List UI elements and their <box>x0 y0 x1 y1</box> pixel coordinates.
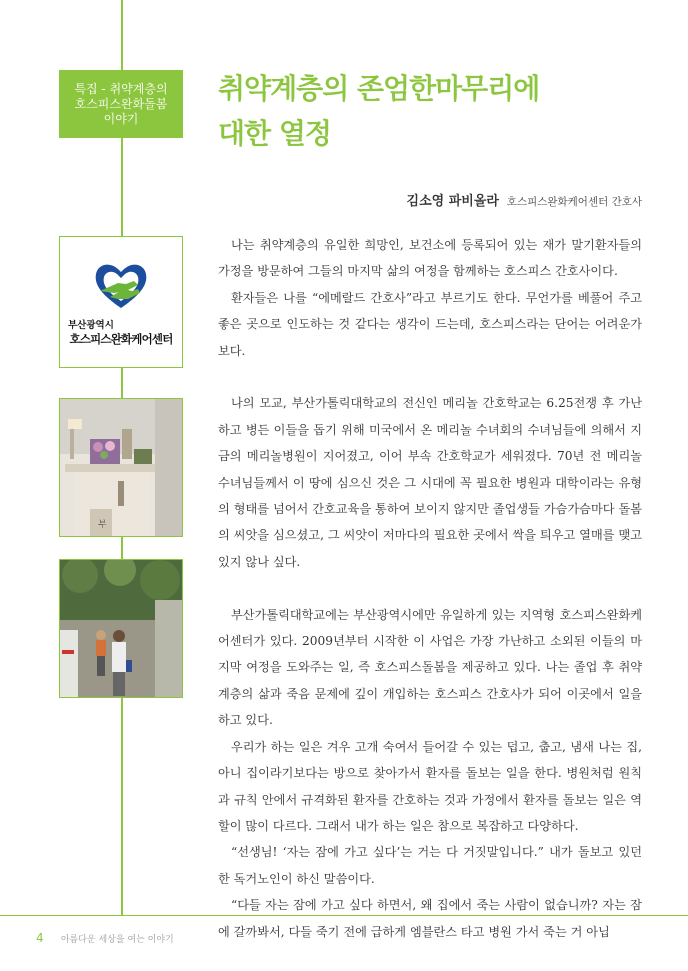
article-title <box>218 66 658 156</box>
body-paragraph: 부산가톨릭대학교에는 부산광역시에만 유일하게 있는 지역형 호스피스완화케어센터가 있다. 2009년부터 시작한 이 사업은 가장 가난하고 소외된 이들의 마지막 여정을 도와주는 일, 즉 호스피스돌봄을 제공하고 있다. 나는 졸업 후 취약계층의 삶과 죽음 문제에 깊이 개입하는 호스피스 간호사가 되어 이곳에서 일을 하고 있다. <box>218 607 642 728</box>
article-body <box>218 232 642 945</box>
home-visit-image <box>60 560 183 698</box>
body-paragraph: “선생님! ‘자는 잠에 가고 싶다’는 거는 다 거짓말입니다.” 내가 돌보고 있던 한 독거노인이 하신 말씀이다. <box>218 845 642 886</box>
section-label-line: 이야기 <box>103 111 139 126</box>
heart-hands-logo-icon <box>92 261 150 311</box>
author-name: 김소영 파비올라 <box>406 194 499 209</box>
title-line: 취약계층의 존엄한마무리에 <box>218 72 540 105</box>
svg-text:부: 부 <box>98 520 107 530</box>
home-visit-photo <box>59 559 183 698</box>
author-affiliation: 호스피스완화케어센터 간호사 <box>506 196 642 208</box>
body-paragraph: “다들 자는 잠에 가고 싶다 하면서, 왜 집에서 죽는 사람이 없습니까? 자는 잠에 갈까봐서, 다들 죽기 전에 급하게 엠블란스 타고 병원 가서 죽는 거 아닙 <box>218 898 642 939</box>
center-logo <box>59 236 183 368</box>
section-label-line: 특집 - 취약계층의 <box>74 81 168 96</box>
author-byline <box>407 190 642 209</box>
chapel-photo <box>59 398 183 537</box>
body-paragraph: 환자들은 나를 “에메랄드 간호사”라고 부르기도 한다. 무언가를 베풀어 주고 좋은 곳으로 인도하는 것 같다는 생각이 드는데, 호스피스라는 단어는 어려운가 보다. <box>218 290 642 358</box>
body-paragraph: 나의 모교, 부산가톨릭대학교의 전신인 메리놀 간호학교는 6.25전쟁 후 가난하고 병든 이들을 돕기 위해 미국에서 온 메리놀 수녀회의 수녀님들에 의해서 지금의 메리놀병원이 지어졌고, 이어 부속 간호학교가 세워졌다. 70년 전 메리놀 수녀님들께서 이 땅에 심으신 것은 그 시대에 꼭 필요한 병원과 대학이라는 유형의 형태를 넘어서 간호교육을 통하여 보이지 않지만 졸업생들 가슴가슴마다 돌봄의 씨앗을 심으셨고, 그 씨앗이 저마다의 필요한 곳에서 싹을 틔우고 열매를 맺고 있지 않나 싶다. <box>218 396 642 569</box>
page-footer <box>36 931 174 945</box>
book-title: 아름다운 세상을 여는 이야기 <box>60 935 174 945</box>
body-paragraph: 나는 취약계층의 유일한 희망인, 보건소에 등록되어 있는 재가 말기환자들의 가정을 방문하여 그들의 마지막 삶의 여정을 함께하는 호스피스 간호사이다. <box>218 238 642 279</box>
section-label <box>59 70 183 138</box>
page-number: 4 <box>36 931 44 945</box>
chapel-altar-image <box>60 399 183 537</box>
section-label-line: 호스피스완화돌봄 <box>74 96 168 111</box>
body-paragraph: 우리가 하는 일은 겨우 고개 숙여서 들어갈 수 있는 덥고, 춥고, 냄새 나는 집, 아니 집이라기보다는 방으로 찾아가서 환자를 돌보는 일을 한다. 병원처럼 원칙과 규칙 안에서 규격화된 환자를 간호하는 것과 가정에서 환자를 돌보는 일은 역할이 많이 다르다. 그래서 내가 하는 일은 참으로 복잡하고 다양하다. <box>218 739 642 833</box>
logo-title: 호스피스완화케어센터 <box>69 332 173 346</box>
title-line: 대한 열정 <box>218 117 331 150</box>
logo-subtitle: 부산광역시 <box>68 320 114 331</box>
